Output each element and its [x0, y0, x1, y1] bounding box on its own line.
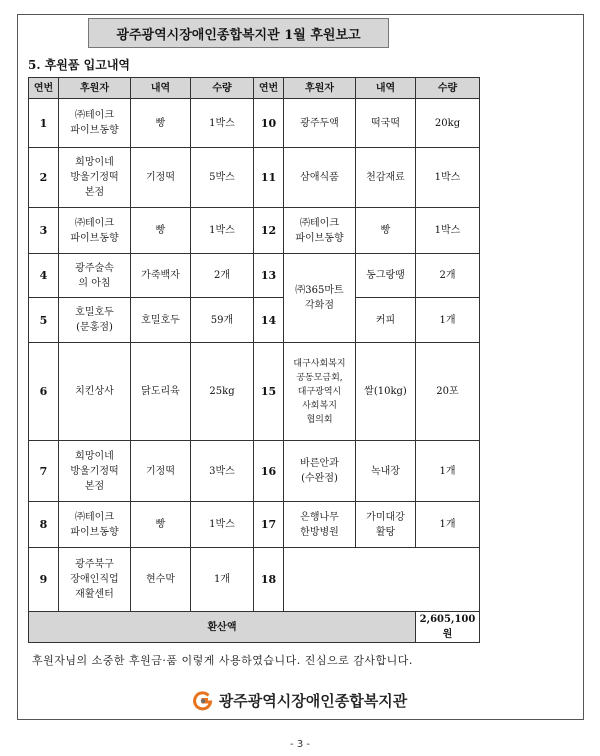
table-row	[29, 148, 480, 208]
item-name: 빵	[131, 99, 191, 148]
row-no: 13	[254, 254, 284, 298]
donor-name: 광주술속 의 아침	[59, 254, 131, 298]
item-name: 닭도리육	[131, 343, 191, 441]
item-qty: 20포	[416, 343, 480, 441]
table-row	[29, 343, 480, 441]
thanks-message: 후원자님의 소중한 후원금·품 이렇게 사용하였습니다. 진심으로 감사합니다.	[32, 654, 413, 667]
donation-table	[28, 77, 480, 643]
donor-name: 치킨상사	[59, 343, 131, 441]
total-label: 환산액	[29, 612, 416, 643]
header-qty-right: 수량	[416, 78, 480, 99]
item-name: 빵	[131, 502, 191, 548]
item-name: 녹내장	[356, 441, 416, 502]
donor-name: ㈜테이크 파이브동향	[284, 208, 356, 254]
table-row	[29, 208, 480, 254]
header-item-left: 내역	[131, 78, 191, 99]
item-name: 기정떡	[131, 148, 191, 208]
report-title: 광주광역시장애인종합복지관 1월 후원보고	[88, 18, 389, 48]
item-qty: 2개	[191, 254, 254, 298]
row-no: 15	[254, 343, 284, 441]
item-qty: 25kg	[191, 343, 254, 441]
row-no: 1	[29, 99, 59, 148]
row-no: 10	[254, 99, 284, 148]
total-row	[29, 612, 480, 643]
item-qty: 1박스	[416, 208, 480, 254]
item-qty: 3박스	[191, 441, 254, 502]
item-qty: 1박스	[416, 148, 480, 208]
donor-name: 희망이네 방울기정떡 본점	[59, 441, 131, 502]
header-qty-left: 수량	[191, 78, 254, 99]
donor-name: ㈜365마트 각화점	[284, 254, 356, 343]
item-qty: 1개	[191, 548, 254, 612]
donor-name: 호밀호두 (문홍점)	[59, 298, 131, 343]
header-no-left: 연번	[29, 78, 59, 99]
header-donor-right: 후원자	[284, 78, 356, 99]
org-logo-icon	[193, 691, 213, 711]
item-qty: 5박스	[191, 148, 254, 208]
donor-name: ㈜테이크 파이브동향	[59, 99, 131, 148]
item-name: 현수막	[131, 548, 191, 612]
row-no: 4	[29, 254, 59, 298]
table-row	[29, 502, 480, 548]
donor-name: 바른안과 (수완점)	[284, 441, 356, 502]
item-name: 천감재료	[356, 148, 416, 208]
row-no: 6	[29, 343, 59, 441]
table-header-row	[29, 78, 480, 99]
donor-name: 은행나무 한방병원	[284, 502, 356, 548]
row-no: 5	[29, 298, 59, 343]
row-no: 11	[254, 148, 284, 208]
empty-cell	[284, 548, 480, 612]
section-title: 5. 후원품 입고내역	[28, 58, 131, 72]
org-footer	[0, 690, 600, 711]
table-row	[29, 548, 480, 612]
item-name: 가죽백자	[131, 254, 191, 298]
item-qty: 1박스	[191, 99, 254, 148]
item-qty: 1개	[416, 441, 480, 502]
donor-name: ㈜테이크 파이브동향	[59, 208, 131, 254]
row-no: 17	[254, 502, 284, 548]
item-qty: 1박스	[191, 502, 254, 548]
header-no-right: 연번	[254, 78, 284, 99]
page-number: - 3 -	[290, 739, 310, 750]
table-row	[29, 99, 480, 148]
item-qty: 1박스	[191, 208, 254, 254]
item-qty: 59개	[191, 298, 254, 343]
row-no: 16	[254, 441, 284, 502]
donor-name: 삼애식품	[284, 148, 356, 208]
item-name: 떡국떡	[356, 99, 416, 148]
header-donor-left: 후원자	[59, 78, 131, 99]
donor-name: 광주북구 장애인직업 재활센터	[59, 548, 131, 612]
header-item-right: 내역	[356, 78, 416, 99]
row-no: 8	[29, 502, 59, 548]
item-qty: 1개	[416, 502, 480, 548]
row-no: 9	[29, 548, 59, 612]
item-qty: 20kg	[416, 99, 480, 148]
row-no: 3	[29, 208, 59, 254]
item-qty: 1개	[416, 298, 480, 343]
row-no: 2	[29, 148, 59, 208]
item-name: 가미대강 활탕	[356, 502, 416, 548]
item-name: 동그랑땡	[356, 254, 416, 298]
org-name: 광주광역시장애인종합복지관	[218, 692, 408, 710]
item-name: 빵	[356, 208, 416, 254]
table-row	[29, 298, 480, 343]
item-name: 쌀(10kg)	[356, 343, 416, 441]
table-row	[29, 254, 480, 298]
item-name: 빵	[131, 208, 191, 254]
item-name: 기정떡	[131, 441, 191, 502]
donor-name: 대구사회복지 공동모금회, 대구광역시 사회복지 협의회	[284, 343, 356, 441]
row-no: 18	[254, 548, 284, 612]
donor-name: 희망이네 방울기정떡 본점	[59, 148, 131, 208]
donor-name: 광주두액	[284, 99, 356, 148]
item-name: 커피	[356, 298, 416, 343]
row-no: 7	[29, 441, 59, 502]
item-qty: 2개	[416, 254, 480, 298]
row-no: 14	[254, 298, 284, 343]
table-row	[29, 441, 480, 502]
total-value: 2,605,100원	[416, 612, 480, 643]
item-name: 호밀호두	[131, 298, 191, 343]
donor-name: ㈜테이크 파이브동향	[59, 502, 131, 548]
row-no: 12	[254, 208, 284, 254]
